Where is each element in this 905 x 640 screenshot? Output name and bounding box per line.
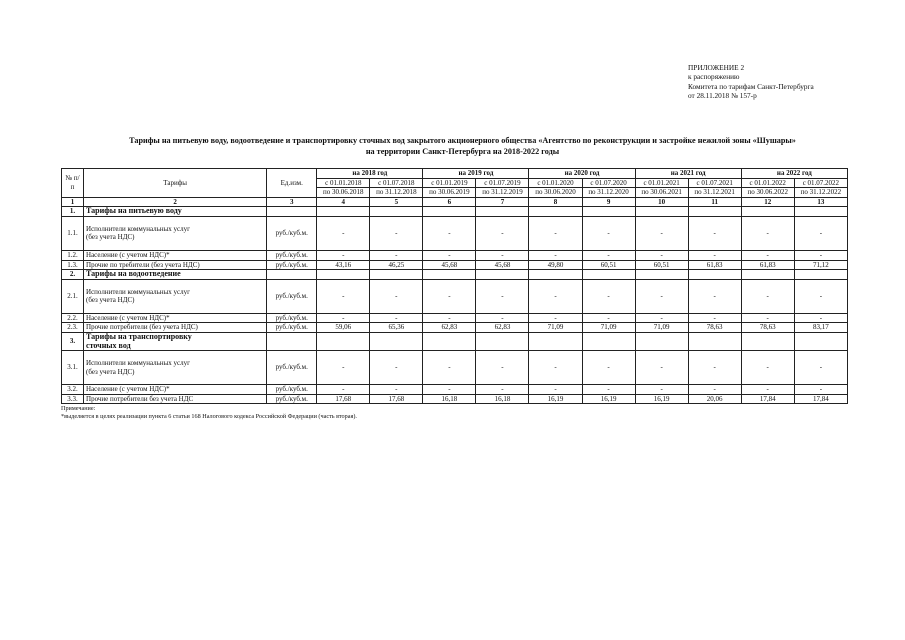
empty-cell	[267, 332, 317, 350]
header-period-to: по 30.06.2019	[423, 188, 476, 198]
tariff-value: -	[529, 250, 582, 260]
appendix-line: Комитета по тарифам Санкт-Петербурга	[688, 81, 814, 91]
header-period-to: по 31.12.2020	[582, 188, 635, 198]
tariff-value: -	[635, 351, 688, 385]
row-number: 3.3.	[62, 394, 84, 404]
section-title-line: Тарифы на питьевую воду	[86, 206, 182, 216]
row-name-line: (без учета НДС)	[86, 233, 135, 242]
empty-cell	[529, 332, 582, 350]
tariff-value: -	[635, 250, 688, 260]
empty-cell	[317, 332, 370, 350]
column-number: 7	[476, 197, 529, 207]
tariff-value: -	[741, 216, 794, 250]
row-name	[84, 323, 267, 333]
tariff-value: 60,51	[635, 260, 688, 270]
column-number: 13	[794, 197, 847, 207]
section-title	[84, 207, 267, 217]
tariff-value: 61,83	[741, 260, 794, 270]
header-period-to: по 30.06.2018	[317, 188, 370, 198]
empty-cell	[476, 207, 529, 217]
empty-cell	[267, 207, 317, 217]
tariff-row	[62, 313, 848, 323]
tariff-value: -	[423, 385, 476, 395]
tariff-value: -	[794, 216, 847, 250]
tariff-value: -	[582, 279, 635, 313]
tariff-value: -	[317, 250, 370, 260]
tariff-value: -	[688, 313, 741, 323]
tariff-value: -	[423, 279, 476, 313]
tariff-value: -	[476, 351, 529, 385]
header-period-from: с 01.01.2020	[529, 178, 582, 188]
row-name-line: (без учета НДС)	[86, 367, 135, 376]
appendix-date: от 28.11.2018 № 157-р	[688, 91, 757, 101]
tariff-value: -	[370, 385, 423, 395]
empty-cell	[582, 207, 635, 217]
section-number: 2.	[62, 270, 84, 280]
row-number: 1.1.	[62, 216, 84, 250]
row-unit: руб./куб.м.	[267, 394, 317, 404]
row-unit: руб./куб.м.	[267, 351, 317, 385]
row-number: 2.1.	[62, 279, 84, 313]
section-row	[62, 332, 848, 350]
tariff-value: -	[317, 313, 370, 323]
header-year: на 2019 год	[423, 169, 529, 179]
tariff-value: -	[476, 250, 529, 260]
tariff-value: -	[476, 279, 529, 313]
tariff-value: -	[741, 385, 794, 395]
tariff-value: -	[741, 250, 794, 260]
tariff-value: -	[423, 351, 476, 385]
tariff-value: 43,16	[317, 260, 370, 270]
column-number: 12	[741, 197, 794, 207]
empty-cell	[635, 332, 688, 350]
header-tariffs: Тарифы	[84, 169, 267, 198]
empty-cell	[688, 332, 741, 350]
row-name	[84, 385, 267, 395]
section-title-line: Тарифы на транспортировку	[86, 332, 192, 341]
appendix-block	[688, 63, 814, 101]
row-unit: руб./куб.м.	[267, 313, 317, 323]
tariff-value: -	[741, 279, 794, 313]
tariff-value: -	[688, 250, 741, 260]
section-row	[62, 270, 848, 280]
tariff-row	[62, 250, 848, 260]
tariff-value: -	[317, 216, 370, 250]
row-name-line: Прочие по требители (без учета НДС)	[86, 260, 200, 269]
tariff-row	[62, 216, 848, 250]
tariff-value: -	[741, 313, 794, 323]
row-name	[84, 313, 267, 323]
tariff-value: -	[794, 385, 847, 395]
empty-cell	[529, 270, 582, 280]
tariff-value: -	[529, 216, 582, 250]
row-name-line: Население (с учетом НДС)*	[86, 250, 170, 259]
row-name	[84, 351, 267, 385]
tariff-value: 20,06	[688, 394, 741, 404]
row-name	[84, 216, 267, 250]
tariff-value: -	[370, 351, 423, 385]
tariff-value: -	[370, 250, 423, 260]
column-number: 5	[370, 197, 423, 207]
empty-cell	[476, 332, 529, 350]
row-name-line: Исполнители коммунальных услуг	[86, 287, 191, 296]
empty-cell	[423, 332, 476, 350]
tariff-value: 71,09	[635, 323, 688, 333]
tariff-value: 61,83	[688, 260, 741, 270]
empty-cell	[370, 332, 423, 350]
header-year: на 2022 год	[741, 169, 847, 179]
empty-cell	[688, 207, 741, 217]
tariff-value: -	[582, 313, 635, 323]
row-unit: руб./куб.м.	[267, 260, 317, 270]
header-period-to: по 31.12.2018	[370, 188, 423, 198]
row-name-line: Исполнители коммунальных услуг	[86, 224, 191, 233]
empty-cell	[688, 270, 741, 280]
header-period-to: по 30.06.2021	[635, 188, 688, 198]
tariff-table	[61, 168, 848, 404]
empty-cell	[423, 207, 476, 217]
header-row	[62, 169, 848, 179]
tariff-row	[62, 279, 848, 313]
row-name-line: Прочие потребители (без учета НДС)	[86, 323, 198, 332]
tariff-value: -	[635, 385, 688, 395]
note-block	[61, 405, 357, 421]
tariff-value: -	[794, 279, 847, 313]
empty-cell	[423, 270, 476, 280]
column-number: 9	[582, 197, 635, 207]
header-period-from: с 01.01.2021	[635, 178, 688, 188]
row-number: 3.1.	[62, 351, 84, 385]
tariff-value: -	[423, 313, 476, 323]
row-unit: руб./куб.м.	[267, 385, 317, 395]
tariff-row	[62, 351, 848, 385]
header-unit: Ед.изм.	[267, 169, 317, 198]
tariff-value: -	[794, 313, 847, 323]
column-number: 10	[635, 197, 688, 207]
header-period-from: с 01.07.2022	[794, 178, 847, 188]
tariff-value: -	[423, 216, 476, 250]
tariff-row	[62, 323, 848, 333]
tariff-value: -	[635, 313, 688, 323]
row-unit: руб./куб.м.	[267, 323, 317, 333]
tariff-value: 45,68	[476, 260, 529, 270]
tariff-value: -	[317, 279, 370, 313]
tariff-value: -	[476, 385, 529, 395]
tariff-value: 45,68	[423, 260, 476, 270]
tariff-value: -	[423, 250, 476, 260]
tariff-value: -	[317, 351, 370, 385]
header-period-from: с 01.07.2019	[476, 178, 529, 188]
tariff-value: -	[794, 351, 847, 385]
column-number: 6	[423, 197, 476, 207]
empty-cell	[370, 207, 423, 217]
tariff-value: 83,17	[794, 323, 847, 333]
tariff-value: -	[582, 250, 635, 260]
section-number: 3.	[62, 332, 84, 350]
empty-cell	[582, 332, 635, 350]
row-number: 1.2.	[62, 250, 84, 260]
empty-cell	[529, 207, 582, 217]
section-title-line: Тарифы на водоотведение	[86, 269, 181, 279]
row-name	[84, 260, 267, 270]
tariff-value: 16,19	[635, 394, 688, 404]
row-name-line: Исполнители коммунальных услуг	[86, 359, 191, 368]
tariff-value: 71,09	[582, 323, 635, 333]
column-number: 4	[317, 197, 370, 207]
empty-cell	[794, 332, 847, 350]
empty-cell	[741, 332, 794, 350]
tariff-value: 60,51	[582, 260, 635, 270]
empty-cell	[582, 270, 635, 280]
tariff-value: 17,68	[317, 394, 370, 404]
tariff-value: -	[688, 279, 741, 313]
tariff-value: -	[370, 216, 423, 250]
row-name-line: (без учета НДС)	[86, 296, 135, 305]
empty-cell	[794, 207, 847, 217]
tariff-value: 16,19	[529, 394, 582, 404]
tariff-value: -	[741, 351, 794, 385]
tariff-value: 17,84	[794, 394, 847, 404]
empty-cell	[741, 270, 794, 280]
tariff-value: -	[529, 385, 582, 395]
tariff-value: 17,84	[741, 394, 794, 404]
header-year: на 2018 год	[317, 169, 423, 179]
empty-cell	[635, 270, 688, 280]
empty-cell	[741, 207, 794, 217]
header-period-from: с 01.07.2020	[582, 178, 635, 188]
tariff-value: -	[794, 250, 847, 260]
column-number: 1	[62, 197, 84, 207]
section-number: 1.	[62, 207, 84, 217]
row-number: 2.3.	[62, 323, 84, 333]
tariff-value: 78,63	[688, 323, 741, 333]
row-number: 3.2.	[62, 385, 84, 395]
tariff-value: -	[476, 216, 529, 250]
header-year: на 2021 год	[635, 169, 741, 179]
tariff-value: -	[582, 385, 635, 395]
tariff-value: -	[688, 351, 741, 385]
tariff-row	[62, 394, 848, 404]
column-number: 8	[529, 197, 582, 207]
header-period-to: по 31.12.2019	[476, 188, 529, 198]
tariff-value: 71,09	[529, 323, 582, 333]
empty-cell	[635, 207, 688, 217]
row-name	[84, 279, 267, 313]
title-line: Тарифы на питьевую воду, водоотведение и транспортировку сточных вод закрытого акционерного общества «Агентство по реконструкции и застройке нежилой зоны «Шушары»	[129, 136, 796, 145]
tariff-value: 16,19	[582, 394, 635, 404]
column-number: 11	[688, 197, 741, 207]
header-period-from: с 01.01.2018	[317, 178, 370, 188]
tariff-value: 17,68	[370, 394, 423, 404]
header-period-to: по 30.06.2020	[529, 188, 582, 198]
empty-cell	[267, 270, 317, 280]
section-title-line: сточных вод	[86, 340, 131, 350]
section-title	[84, 332, 267, 350]
column-number: 2	[84, 197, 267, 207]
tariff-value: -	[370, 313, 423, 323]
note-heading: Примечание:	[61, 405, 96, 412]
tariff-value: -	[582, 216, 635, 250]
row-name-line: Прочие потребители без учета НДС	[86, 394, 194, 403]
row-name-line: Население (с учетом НДС)*	[86, 313, 170, 322]
header-num: № п/п	[62, 169, 84, 198]
column-number-row	[62, 197, 848, 207]
header-year: на 2020 год	[529, 169, 635, 179]
title-line: на территории Санкт-Петербурга на 2018-2022 годы	[365, 147, 560, 156]
tariff-value: 62,83	[423, 323, 476, 333]
row-unit: руб./куб.м.	[267, 250, 317, 260]
tariff-value: -	[635, 279, 688, 313]
note-text: *выделяется в целях реализации пункта 6 статьи 168 Налогового кодекса Российской Федерации (часть вторая).	[61, 413, 357, 420]
tariff-value: -	[370, 279, 423, 313]
tariff-value: -	[476, 313, 529, 323]
header-period-from: с 01.07.2021	[688, 178, 741, 188]
empty-cell	[370, 270, 423, 280]
document-title	[40, 135, 885, 157]
appendix-heading: ПРИЛОЖЕНИЕ 2	[688, 63, 745, 72]
row-name	[84, 250, 267, 260]
row-unit: руб./куб.м.	[267, 216, 317, 250]
empty-cell	[476, 270, 529, 280]
header-period-from: с 01.07.2018	[370, 178, 423, 188]
tariff-value: 49,80	[529, 260, 582, 270]
tariff-row	[62, 260, 848, 270]
tariff-value: 16,18	[476, 394, 529, 404]
tariff-value: -	[317, 385, 370, 395]
tariff-value: -	[529, 279, 582, 313]
tariff-value: 78,63	[741, 323, 794, 333]
tariff-value: -	[529, 313, 582, 323]
header-period-to: по 31.12.2021	[688, 188, 741, 198]
column-number: 3	[267, 197, 317, 207]
tariff-value: 62,83	[476, 323, 529, 333]
tariff-value: -	[582, 351, 635, 385]
section-row	[62, 207, 848, 217]
header-period-from: с 01.01.2019	[423, 178, 476, 188]
tariff-value: 59,06	[317, 323, 370, 333]
tariff-value: -	[635, 216, 688, 250]
row-unit: руб./куб.м.	[267, 279, 317, 313]
tariff-value: -	[688, 216, 741, 250]
empty-cell	[317, 207, 370, 217]
row-name	[84, 394, 267, 404]
section-title	[84, 270, 267, 280]
row-number: 2.2.	[62, 313, 84, 323]
row-name-line: Население (с учетом НДС)*	[86, 385, 170, 394]
header-period-to: по 31.12.2022	[794, 188, 847, 198]
tariff-value: 16,18	[423, 394, 476, 404]
empty-cell	[317, 270, 370, 280]
header-period-to: по 30.06.2022	[741, 188, 794, 198]
tariff-value: 65,36	[370, 323, 423, 333]
tariff-value: -	[529, 351, 582, 385]
appendix-line: к распоряжению	[688, 72, 740, 82]
tariff-value: -	[688, 385, 741, 395]
tariff-value: 71,12	[794, 260, 847, 270]
tariff-row	[62, 385, 848, 395]
tariff-value: 46,25	[370, 260, 423, 270]
header-period-from: с 01.01.2022	[741, 178, 794, 188]
row-number: 1.3.	[62, 260, 84, 270]
empty-cell	[794, 270, 847, 280]
